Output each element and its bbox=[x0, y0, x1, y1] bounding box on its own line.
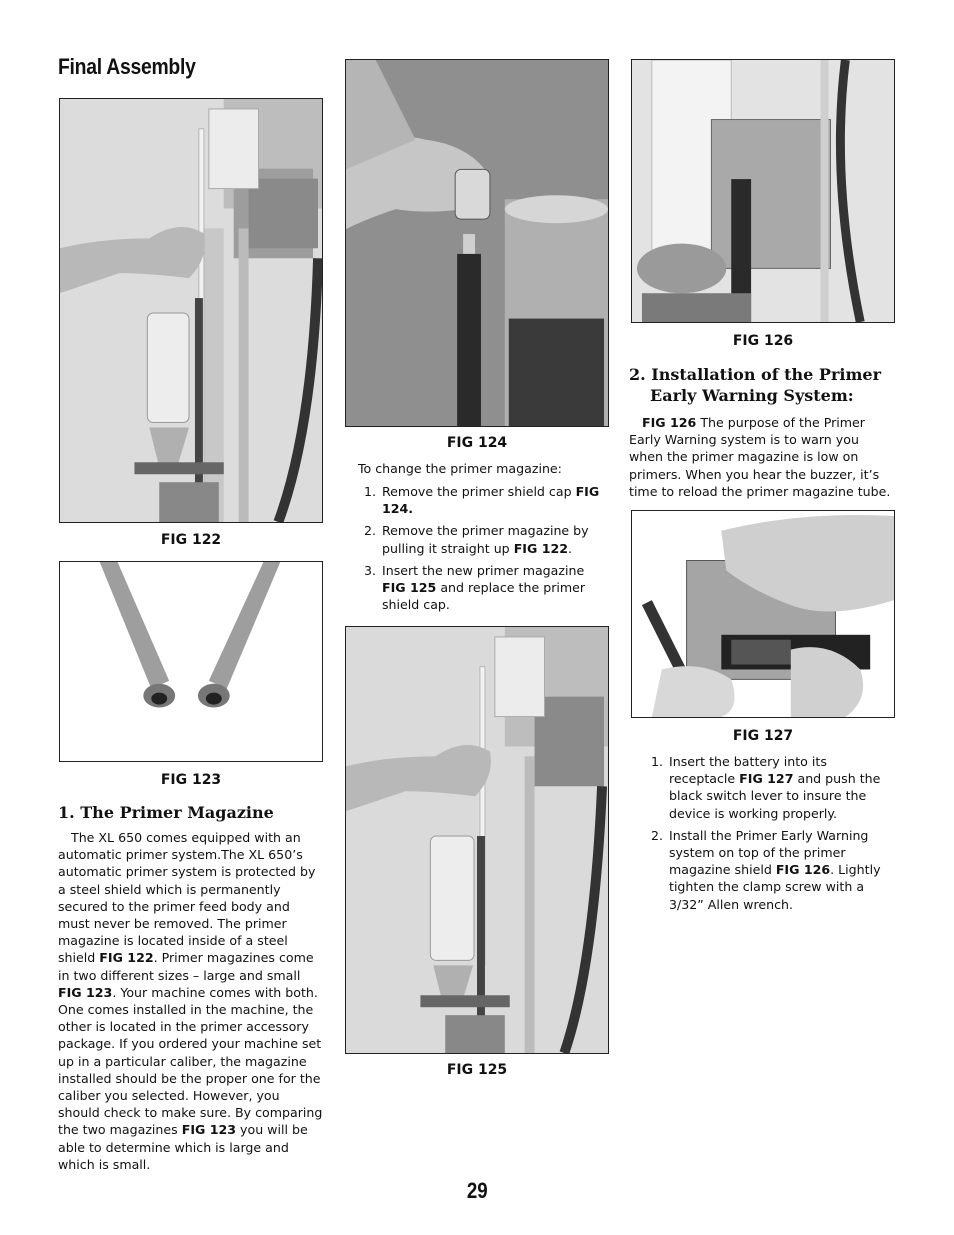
change-step-2: 2. Remove the primer magazine by pulling it straight up FIG 122. bbox=[380, 522, 610, 556]
change-step-1: 1. Remove the primer shield cap FIG 124. bbox=[380, 483, 610, 517]
fig-123-caption: FIG 123 bbox=[160, 772, 222, 788]
section-heading-primer-magazine: 1. The Primer Magazine bbox=[58, 803, 274, 822]
change-magazine-steps bbox=[358, 483, 610, 618]
fig-125-caption: FIG 125 bbox=[446, 1062, 508, 1078]
fig-127-caption: FIG 127 bbox=[732, 728, 794, 744]
battery-step-2: 2. Install the Primer Early Warning system on top of the primer magazine shield FIG 126. Lightly tighten the clamp screw with a 3/32” Allen wrench. bbox=[667, 827, 893, 913]
fig-124-caption: FIG 124 bbox=[446, 435, 508, 451]
early-warning-paragraph: FIG 126 The purpose of the Primer Early Warning system is to warn you when the primer magazine is low on primers. When you hear the buzzer, it’s time to reload the primer magazine tube. bbox=[629, 415, 891, 499]
battery-steps bbox=[645, 753, 893, 918]
fig-126-caption: FIG 126 bbox=[732, 333, 794, 349]
change-step-3: 3. Insert the new primer magazine FIG 125 and replace the primer shield cap. bbox=[380, 562, 610, 614]
fig-124-photo bbox=[345, 59, 609, 427]
section-heading-early-warning: 2. Installation of the Primer Early Warning System: bbox=[629, 365, 881, 405]
page-number: 29 bbox=[466, 1178, 488, 1203]
fig-122-caption: FIG 122 bbox=[160, 532, 222, 548]
battery-step-1: 1. Insert the battery into its receptacle FIG 127 and push the black switch lever to insure the device is working properly. bbox=[667, 753, 893, 822]
primer-magazine-paragraph: The XL 650 comes equipped with an automatic primer system.The XL 650’s automatic primer system is protected by a steel shield which is permanently secured to the primer feed body and must never be removed. The primer magazine is located inside of a steel shield FIG 122. Primer magazines come in two different sizes – large and small FIG 123. Your machine comes with both. One comes installed in the machine, the other is located in the primer accessory package. If you ordered your machine set up in a particular caliber, the magazine installed should be the proper one for the caliber you selected. However, you should check to make sure. By comparing the two magazines FIG 123 you will be able to determine which is large and which is small. bbox=[58, 830, 323, 1172]
fig-125-photo bbox=[345, 626, 609, 1054]
fig-127-photo bbox=[631, 510, 895, 718]
fig-126-photo bbox=[631, 59, 895, 323]
fig-123-photo bbox=[59, 561, 323, 762]
change-magazine-intro: To change the primer magazine: bbox=[358, 461, 562, 476]
fig-122-photo bbox=[59, 98, 323, 523]
page-title: Final Assembly bbox=[58, 54, 196, 79]
